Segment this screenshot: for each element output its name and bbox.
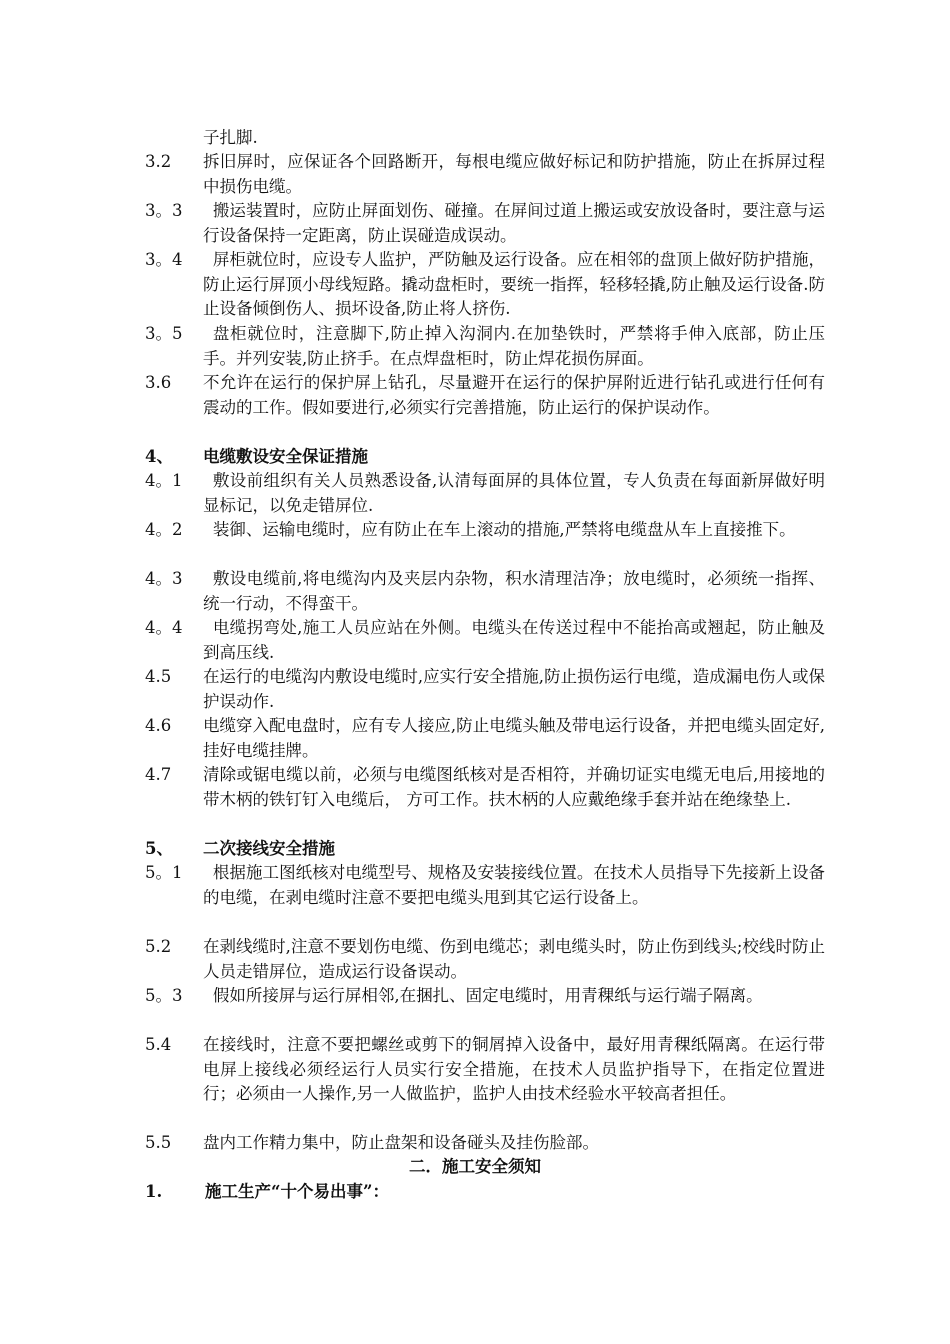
list-item xyxy=(145,616,825,665)
item-text: 盘柜就位时，注意脚下,防止掉入沟洞内.在加垫铁时，严禁将手伸入底部，防止压手。并列安装,防止挤手。在点焊盘柜时，防止焊花损伤屏面。 xyxy=(203,324,825,368)
section-title: 二．施工安全须知 xyxy=(409,1157,541,1176)
list-item xyxy=(145,665,825,714)
item-number: 3。5 xyxy=(145,324,183,343)
subheading-number: 1. xyxy=(145,1182,163,1201)
list-item xyxy=(145,714,825,763)
item-text: 电缆拐弯处,施工人员应站在外侧。电缆头在传送过程中不能抬高或翘起，防止触及到高压线. xyxy=(203,618,825,662)
item-number: 5.2 xyxy=(145,937,172,956)
item-text: 假如所接屏与运行屏相邻,在捆扎、固定电缆时，用青稞纸与运行端子隔离。 xyxy=(212,986,763,1005)
item-number: 4.7 xyxy=(145,765,172,784)
list-item xyxy=(145,935,825,984)
item-text: 清除或锯电缆以前，必须与电缆图纸核对是否相符，并确切证实电缆无电后,用接地的带木柄的铁钉钉入电缆后， 方可工作。扶木柄的人应戴绝缘手套并站在绝缘垫上. xyxy=(203,765,825,809)
heading-text: 电缆敷设安全保证措施 xyxy=(203,447,368,466)
item-text: 在剥线缆时,注意不要划伤电缆、伤到电缆芯；剥电缆头时，防止伤到线头;校线时防止人员走错屏位，造成运行设备误动。 xyxy=(203,937,825,981)
item-text: 电缆穿入配电盘时，应有专人接应,防止电缆头触及带电运行设备，并把电缆头固定好,挂好电缆挂牌。 xyxy=(203,716,825,760)
list-item xyxy=(145,861,825,910)
heading-number: 5、 xyxy=(145,839,173,858)
item-text: 敷设前组织有关人员熟悉设备,认清每面屏的具体位置，专人负责在每面新屏做好明显标记，以免走错屏位. xyxy=(203,471,825,515)
item-text: 敷设电缆前,将电缆沟内及夹层内杂物，积水清理洁净；放电缆时，必须统一指挥、统一行动，不得蛮干。 xyxy=(203,569,825,613)
item-number: 4.5 xyxy=(145,667,172,686)
item-number: 3.6 xyxy=(145,373,172,392)
subheading xyxy=(145,1180,389,1205)
list-item xyxy=(145,371,825,420)
heading-text: 二次接线安全措施 xyxy=(203,839,335,858)
item-text: 拆旧屏时，应保证各个回路断开，每根电缆应做好标记和防护措施，防止在拆屏过程中损伤电缆。 xyxy=(203,152,825,196)
list-item xyxy=(145,248,825,322)
item-text: 装御、运输电缆时，应有防止在车上滚动的措施,严禁将电缆盘从车上直接推下。 xyxy=(212,520,796,539)
item-text: 不允许在运行的保护屏上钻孔，尽量避开在运行的保护屏附近进行钻孔或进行任何有震动的工作。假如要进行,必须实行完善措施，防止运行的保护误动作。 xyxy=(203,373,825,417)
item-number: 3。4 xyxy=(145,250,183,269)
item-text: 在运行的电缆沟内敷设电缆时,应实行安全措施,防止损伤运行电缆，造成漏电伤人或保护误动作. xyxy=(203,667,825,711)
item-number: 3。3 xyxy=(145,201,183,220)
list-item xyxy=(145,199,825,248)
item-text: 屏柜就位时，应设专人监护，严防触及运行设备。应在相邻的盘顶上做好防护措施，防止运行屏顶小母线短路。撬动盘柜时，要统一指挥，轻移轻撬,防止触及运行设备.防止设备倾倒伤人、损坏设备,防止将人挤伤. xyxy=(203,250,825,318)
item-number: 4。4 xyxy=(145,618,183,637)
list-item xyxy=(145,150,825,199)
section-heading xyxy=(145,445,825,470)
list-item xyxy=(145,567,825,616)
item-number: 4.6 xyxy=(145,716,172,735)
list-item xyxy=(145,322,825,371)
item-number: 5.5 xyxy=(145,1133,172,1152)
item-number: 3.2 xyxy=(145,152,172,171)
item-number: 5。1 xyxy=(145,863,183,882)
section-heading xyxy=(145,837,825,862)
item-text: 搬运装置时，应防止屏面划伤、碰撞。在屏间过道上搬运或安放设备时，要注意与运行设备保持一定距离，防止误碰造成误动。 xyxy=(203,201,825,245)
item-text: 盘内工作精力集中，防止盘架和设备碰头及挂伤脸部。 xyxy=(203,1133,599,1152)
continued-line: 子扎脚. xyxy=(203,128,258,147)
list-item xyxy=(145,1033,825,1107)
list-item xyxy=(145,1131,825,1156)
item-number: 5.4 xyxy=(145,1035,172,1054)
subheading-text: 施工生产“十个易出事”： xyxy=(205,1182,389,1201)
heading-number: 4、 xyxy=(145,447,173,466)
item-number: 5。3 xyxy=(145,986,183,1005)
item-number: 4。2 xyxy=(145,520,183,539)
item-text: 根据施工图纸核对电缆型号、规格及安装接线位置。在技术人员指导下先接新上设备的电缆，在剥电缆时注意不要把电缆头甩到其它运行设备上。 xyxy=(203,863,825,907)
item-text: 在接线时，注意不要把螺丝或剪下的铜屑掉入设备中，最好用青稞纸隔离。在运行带电屏上接线必须经运行人员实行安全措施，在技术人员监护指导下，在指定位置进行；必须由一人操作,另一人做监护，监护人由技术经验水平较高者担任。 xyxy=(203,1035,825,1103)
list-item xyxy=(145,984,825,1009)
list-item xyxy=(145,763,825,812)
item-number: 4。1 xyxy=(145,471,183,490)
list-item xyxy=(145,518,825,543)
list-item xyxy=(145,469,825,518)
item-number: 4。3 xyxy=(145,569,183,588)
